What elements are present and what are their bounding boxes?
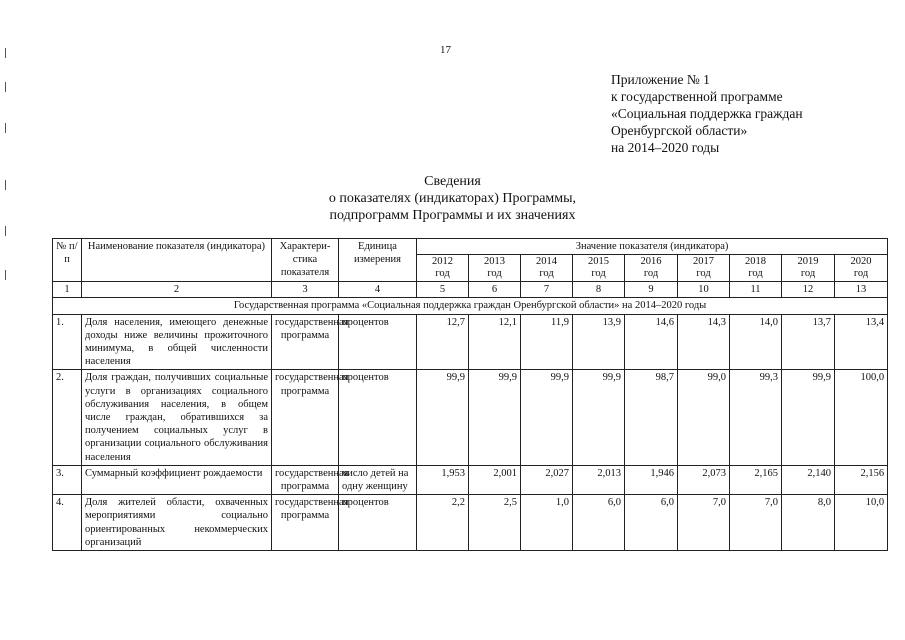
margin-marks <box>0 0 8 640</box>
indicator-characteristic: государственная программа <box>272 495 339 551</box>
value-cell: 6,0 <box>573 495 625 551</box>
value-cell: 100,0 <box>835 370 888 465</box>
appendix-line: Приложение № 1 <box>611 72 710 87</box>
value-cell: 8,0 <box>782 495 835 551</box>
program-title: Государственная программа «Социальная поддержка граждан Оренбургской области» на 2014–2020 годы <box>53 298 888 314</box>
header-year: 2013 год <box>469 255 521 282</box>
table-row <box>53 495 888 551</box>
row-num: 3. <box>53 465 82 494</box>
column-number: 9 <box>625 282 678 298</box>
indicator-unit: число детей на одну женщину <box>339 465 417 494</box>
value-cell: 1,946 <box>625 465 678 494</box>
value-cell: 1,953 <box>417 465 469 494</box>
value-cell: 11,9 <box>521 314 573 370</box>
indicator-name: Доля жителей области, охваченных мероприятиями социально ориентированных некоммерческих организаций <box>82 495 272 551</box>
value-cell: 2,013 <box>573 465 625 494</box>
program-section-row <box>53 298 888 314</box>
column-number: 10 <box>678 282 730 298</box>
appendix-line: на 2014–2020 годы <box>611 140 720 155</box>
indicator-characteristic: государственная программа <box>272 370 339 465</box>
indicator-name: Доля населения, имеющего денежные доходы ниже величины прожиточного минимума, в общей численности населения <box>82 314 272 370</box>
indicator-unit: процентов <box>339 370 417 465</box>
column-number: 3 <box>272 282 339 298</box>
column-number: 8 <box>573 282 625 298</box>
title-line: Сведения <box>424 174 481 189</box>
value-cell: 10,0 <box>835 495 888 551</box>
header-year: 2018 год <box>730 255 782 282</box>
title-line: подпрограмм Программы и их значениях <box>329 208 576 223</box>
value-cell: 2,073 <box>678 465 730 494</box>
appendix-note <box>611 71 803 156</box>
appendix-line: к государственной программе <box>611 89 783 104</box>
value-cell: 99,3 <box>730 370 782 465</box>
value-cell: 99,9 <box>573 370 625 465</box>
header-year: 2020 год <box>835 255 888 282</box>
column-number: 1 <box>53 282 82 298</box>
header-name: Наименование показателя (индикатора) <box>82 239 272 282</box>
column-number: 4 <box>339 282 417 298</box>
table-row <box>53 465 888 494</box>
column-number: 7 <box>521 282 573 298</box>
value-cell: 2,2 <box>417 495 469 551</box>
indicator-unit: процентов <box>339 495 417 551</box>
appendix-line: «Социальная поддержка граждан <box>611 106 803 121</box>
value-cell: 13,7 <box>782 314 835 370</box>
value-cell: 2,156 <box>835 465 888 494</box>
header-year: 2015 год <box>573 255 625 282</box>
row-num: 4. <box>53 495 82 551</box>
value-cell: 7,0 <box>730 495 782 551</box>
value-cell: 12,1 <box>469 314 521 370</box>
indicator-characteristic: государственная программа <box>272 465 339 494</box>
header-row <box>53 239 888 255</box>
indicator-name: Доля граждан, получивших социальные услуги в организациях социального обслуживания населения, в общем числе граждан, обратившихся за получением социальных услуг в организации социального обслуживания населения <box>82 370 272 465</box>
value-cell: 14,6 <box>625 314 678 370</box>
appendix-line: Оренбургской области» <box>611 123 748 138</box>
column-number: 5 <box>417 282 469 298</box>
value-cell: 98,7 <box>625 370 678 465</box>
value-cell: 6,0 <box>625 495 678 551</box>
header-num: № п/п <box>53 239 82 282</box>
header-year: 2017 год <box>678 255 730 282</box>
column-numbers-row <box>53 282 888 298</box>
value-cell: 2,165 <box>730 465 782 494</box>
value-cell: 99,9 <box>521 370 573 465</box>
header-year: 2012 год <box>417 255 469 282</box>
value-cell: 2,001 <box>469 465 521 494</box>
title-line: о показателях (индикаторах) Программы, <box>328 191 577 206</box>
value-cell: 99,0 <box>678 370 730 465</box>
value-cell: 2,5 <box>469 495 521 551</box>
indicators-table <box>52 238 888 551</box>
value-cell: 14,0 <box>730 314 782 370</box>
header-values-group: Значение показателя (индикатора) <box>417 239 888 255</box>
header-year: 2016 год <box>625 255 678 282</box>
value-cell: 14,3 <box>678 314 730 370</box>
column-number: 12 <box>782 282 835 298</box>
row-num: 1. <box>53 314 82 370</box>
value-cell: 2,027 <box>521 465 573 494</box>
value-cell: 12,7 <box>417 314 469 370</box>
column-number: 6 <box>469 282 521 298</box>
header-year: 2014 год <box>521 255 573 282</box>
column-number: 11 <box>730 282 782 298</box>
header-year: 2019 год <box>782 255 835 282</box>
value-cell: 1,0 <box>521 495 573 551</box>
indicator-unit: процентов <box>339 314 417 370</box>
value-cell: 2,140 <box>782 465 835 494</box>
header-characteristic: Характери-стика показателя <box>272 239 339 282</box>
row-num: 2. <box>53 370 82 465</box>
table-row <box>53 370 888 465</box>
table-row <box>53 314 888 370</box>
document-title <box>0 173 905 224</box>
value-cell: 99,9 <box>782 370 835 465</box>
header-unit: Единица измерения <box>339 239 417 282</box>
value-cell: 13,4 <box>835 314 888 370</box>
page-number: 17 <box>440 44 451 56</box>
value-cell: 7,0 <box>678 495 730 551</box>
value-cell: 13,9 <box>573 314 625 370</box>
indicator-name: Суммарный коэффициент рождаемости <box>82 465 272 494</box>
indicator-characteristic: государственная программа <box>272 314 339 370</box>
value-cell: 99,9 <box>417 370 469 465</box>
column-number: 2 <box>82 282 272 298</box>
value-cell: 99,9 <box>469 370 521 465</box>
column-number: 13 <box>835 282 888 298</box>
